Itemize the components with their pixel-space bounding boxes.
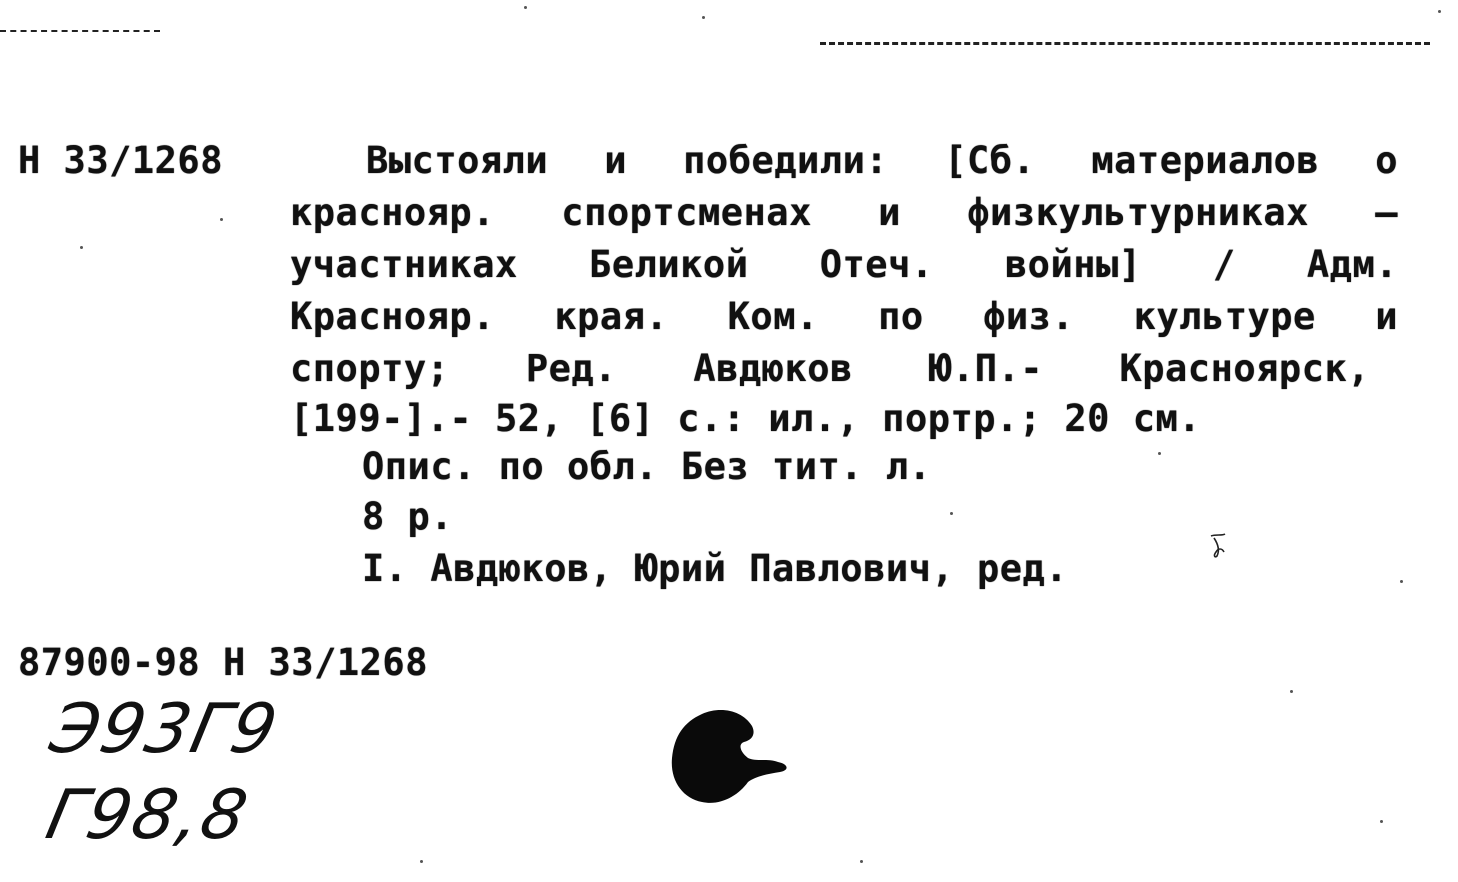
shelf-mark-top: Н 33/1268 <box>18 139 223 182</box>
ink-blot <box>668 706 790 806</box>
note-added-entry: I. Авдюков, Юрий Павлович, ред. <box>362 547 1069 590</box>
description-line-1: Выстояли и победили: [Сб. материалов о <box>366 139 1398 182</box>
speck <box>702 16 705 19</box>
speck <box>524 6 527 9</box>
description-line-4: Краснояр. края. Ком. по физ. культуре и <box>290 295 1398 338</box>
note-description-source: Опис. по обл. Без тит. л. <box>362 445 932 488</box>
description-line-3: участниках Беликой Отеч. войны] / Адм. <box>290 243 1398 286</box>
handwritten-code-2: Г98,8 <box>39 776 256 855</box>
small-pencil-mark <box>1208 532 1230 560</box>
description-line-2: краснояр. спортсменах и физкультурниках – <box>290 191 1398 234</box>
speck <box>80 246 83 249</box>
inventory-line: 87900-98 Н 33/1268 <box>18 641 428 684</box>
top-rule-right <box>820 42 1430 45</box>
speck <box>1380 820 1383 823</box>
speck <box>1290 690 1293 693</box>
speck <box>950 512 953 515</box>
description-line-5: спорту; Ред. Авдюков Ю.П.- Красноярск, <box>290 347 1370 390</box>
speck <box>1158 452 1161 455</box>
top-rule-left <box>0 30 160 32</box>
speck <box>860 860 863 863</box>
speck <box>220 218 223 221</box>
speck <box>420 860 423 863</box>
description-line-6: [199-].- 52, [6] с.: ил., портр.; 20 см. <box>290 397 1202 440</box>
speck <box>1400 580 1403 583</box>
note-price: 8 р. <box>362 495 454 538</box>
speck <box>1438 10 1441 13</box>
handwritten-code-1: Э93Г9 <box>43 690 286 769</box>
